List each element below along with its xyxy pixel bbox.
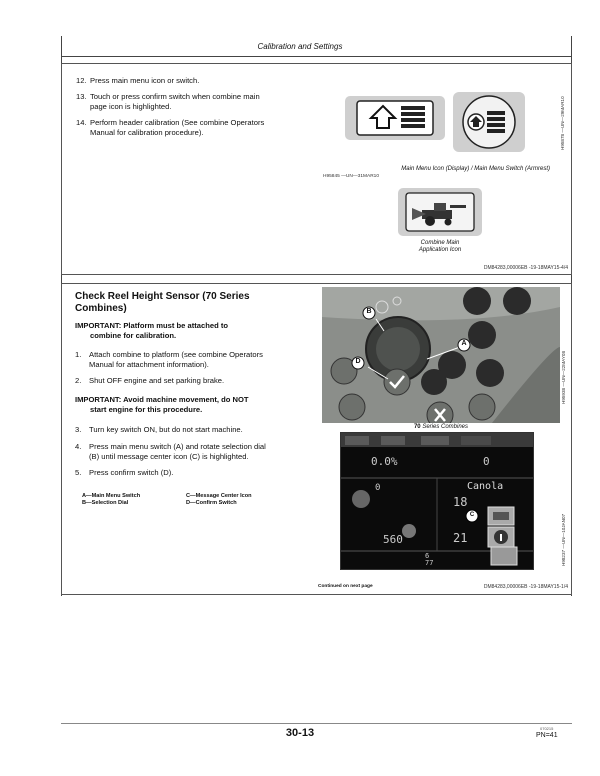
section2-title: Check Reel Height Sensor (70 Series Combines)	[75, 291, 250, 314]
armrest-controls-photo	[322, 287, 560, 423]
main-menu-icon	[345, 96, 445, 140]
callout-d: D	[355, 358, 361, 365]
continued-next-page: Continued on next page	[318, 584, 373, 589]
page-pn: PN=41	[536, 732, 558, 739]
main-menu-armrest-switch-figure	[453, 92, 525, 152]
display-crop-name: Canola	[467, 481, 504, 492]
page-header-title: Calibration and Settings	[257, 42, 343, 51]
step-4: 4. Press main menu switch (A) and rotate selection dial (B) until message center icon (C) is highlighted.	[75, 442, 266, 461]
legend-left: A—Main Menu Switch B—Selection Dial	[82, 493, 141, 506]
main-menu-switch-icon	[453, 92, 525, 152]
important-notice-2: IMPORTANT: Avoid machine movement, do NOT start engine for this procedure.	[75, 395, 249, 414]
display-value-6: 560	[383, 533, 403, 546]
fig1-side-id: H95878 —UN—29MAR10	[560, 96, 565, 150]
legend-right: C—Message Center Icon D—Confirm Switch	[186, 493, 252, 506]
step-3: 3. Turn key switch ON, but do not start machine.	[75, 425, 243, 434]
display-side-id: H98237 —UN—10JAN07	[561, 513, 566, 566]
step-13: 13. Touch or press confirm switch when combine main page icon is highlighted.	[76, 92, 260, 111]
step-12: 12. Press main menu icon or switch.	[76, 76, 200, 85]
header-rule	[61, 56, 572, 57]
combine-app-icon-figure	[398, 188, 482, 236]
display-value-7: 6	[425, 552, 430, 560]
display-graphic	[341, 433, 533, 569]
callout-b: B	[366, 308, 372, 315]
step-5: 5. Press confirm switch (D).	[75, 468, 174, 477]
fig1-id: H95845 —UN—31MAR10	[323, 174, 379, 179]
page-small-code: 070215	[540, 726, 554, 731]
display-value-8: 77	[425, 559, 434, 567]
callout-a: A	[461, 340, 467, 347]
step-14: 14. Perform header calibration (See combine Operators Manual for calibration procedure).	[76, 118, 265, 137]
display-value-1: 0.0%	[371, 455, 398, 468]
display-value-3: 18	[453, 495, 468, 509]
section2-footer-id: DM84283,00006EB -19-18MAY15-1/4	[483, 584, 568, 590]
callout-c: C	[469, 512, 475, 518]
photo-caption: 70 Series Combines	[413, 424, 469, 430]
display-value-4: 0	[375, 483, 381, 493]
display-value-5: 21	[453, 531, 468, 545]
section1-footer-id: DM84283,00006EB -19-18MAY15-4/4	[483, 265, 568, 271]
fig1-caption: Main Menu Icon (Display) / Main Menu Switch (Armrest)	[401, 166, 550, 172]
step-1: 1. Attach combine to platform (see combine Operators Manual for attachment information).	[75, 350, 263, 369]
photo-side-id: H95938 —UN—22MAY08	[561, 350, 566, 404]
important-notice-1: IMPORTANT: Platform must be attached to combine for calibration.	[75, 321, 229, 340]
fig2-caption: Combine Main Application Icon	[418, 240, 462, 253]
combine-icon	[398, 188, 482, 236]
display-screenshot	[340, 432, 534, 570]
display-value-2: 0	[483, 455, 490, 468]
step-2: 2. Shut OFF engine and set parking brake.	[75, 376, 225, 385]
footer-rule	[61, 723, 572, 724]
page-number: 30-13	[285, 727, 315, 739]
main-menu-display-icon-figure	[345, 96, 445, 140]
armrest-controls-graphic	[322, 287, 560, 423]
